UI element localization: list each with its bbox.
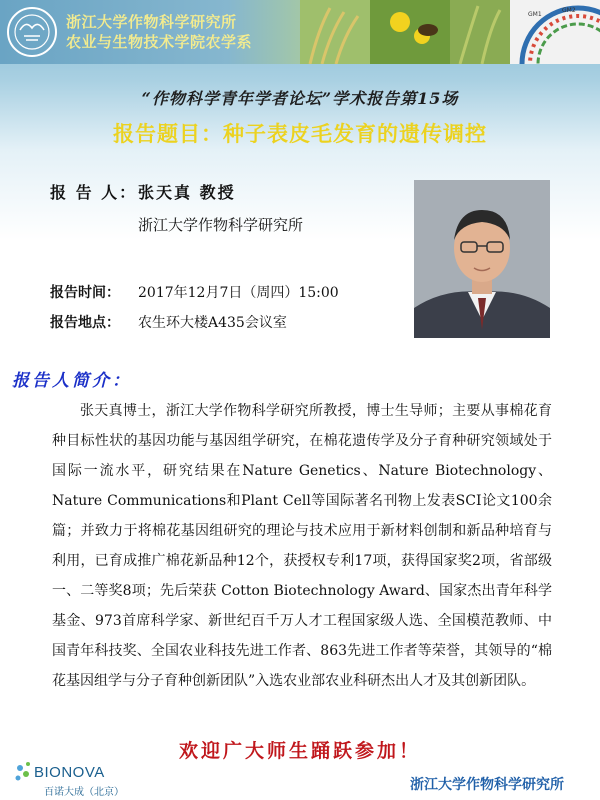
bio-heading: 报告人简介： [12,371,132,391]
speaker-photo [414,180,550,338]
organizer-name: 浙江大学作物科学研究所 [410,777,564,793]
zhejiang-university-seal-icon [6,6,58,58]
speaker-name: 张天真 教授 [138,183,236,202]
institute-name: 浙江大学作物科学研究所 [66,14,237,31]
bio-paragraph: 张天真博士，浙江大学作物科学研究所教授，博士生导师；主要从事棉花育种目标性状的基因功能与基因组学研究，在棉花遗传学及分子育种研究领域处于国际一流水平，研究结果在Nature Genetics、Nature Biotechnology、Nature Communications和Plant Cell等国际著名刊物上发表SCI论文100余篇；并致力于将棉花基因组研究的理论与技术应用于新材料创制和新品种培育与利用，已育成推广棉花新品种12个，获授权专利17项，获得国家奖2项，省部级一、二等奖8项；先后荣获 Cotton Biotechnology Award、国家杰出青年科学基金、973首席科学家、新世纪百千万人才工程国家级人选、全国模范教师、中国青年科技奖、全国农业科技先进工作者、863先进工作者等荣誉，其领导的“棉花基因组学与分子育种创新团队”入选农业部农业科研杰出人才及其创新团队。 [52,403,552,689]
speaker-organization: 浙江大学作物科学研究所 [138,216,304,234]
talk-topic: 报告题目：种子表皮毛发育的遗传调控 [113,122,487,146]
header-banner [0,0,600,64]
sponsor-chinese-name: 百诺大成（北京） [44,787,124,798]
department-name: 农业与生物技术学院农学系 [66,34,253,51]
time-label: 报告时间： [50,285,120,301]
time-value: 2017年12月7日（周四）15:00 [138,285,339,301]
crop-photo-collage [300,0,600,64]
sponsor-name: BIONOVA [34,764,105,781]
svg-text:GM2: GM2 [562,7,576,14]
place-value: 农生环大楼A435会议室 [138,315,287,331]
speaker-label: 报 告 人： [50,183,138,202]
forum-series-title: “作物科学青年学者论坛”学术报告第15场 [141,89,459,108]
place-label: 报告地点： [50,315,120,331]
welcome-message: 欢迎广大师生踊跃参加！ [178,740,421,762]
svg-text:GM1: GM1 [528,11,542,18]
